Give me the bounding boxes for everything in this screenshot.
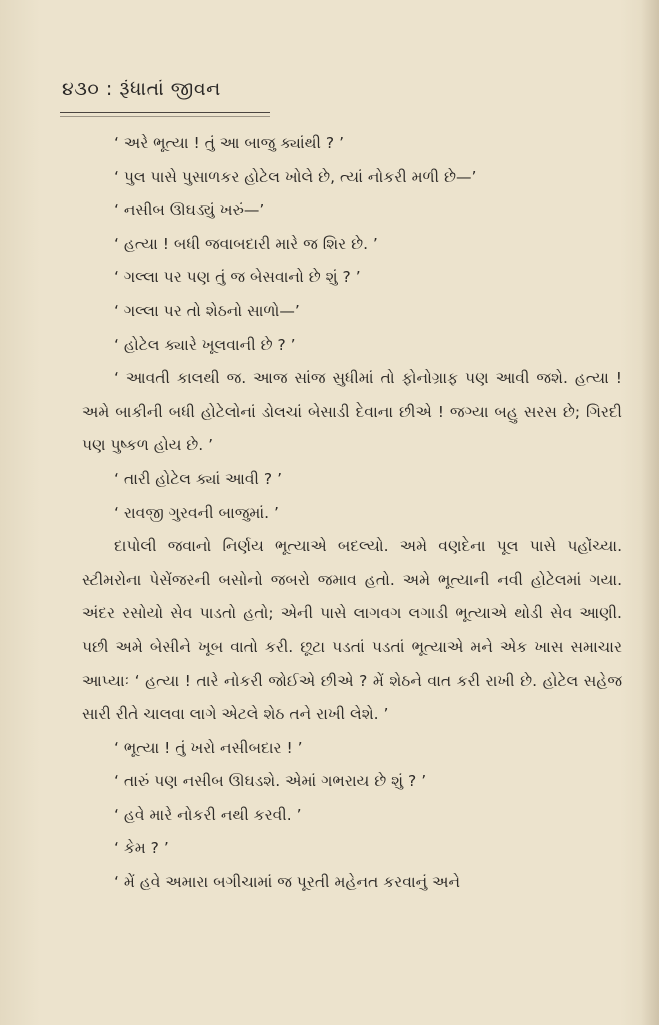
dialog-line: ‘ તારું પણ નસીબ ઊઘડશે. એમાં ગભરાય છે શું ? ’ [114,772,427,791]
dialog-line: ‘ અરે ભૂત્યા ! તું આ બાજુ ક્યાંથી ? ’ [114,134,344,152]
paragraph-1: ‘ આવતી કાલથી જ. આજ સાંજ સુધીમાં તો ફોનોગ્રાફ પણ આવી જશે. હત્યા ! અમે બાકીની બધી હોટેલોનાં ડોલચાં બેસાડી દેવાના છીએ ! જગ્યા બહુ સરસ છે; ગિરદી પણ પુષ્કળ હોય છે. ’ [82,369,622,455]
dialog-line: ‘ હત્યા ! બધી જવાબદારી મારે જ શિર છે. ’ [114,234,378,253]
dialog-line: ‘ હોટેલ ક્યારે ખૂલવાની છે ? ’ [114,335,296,354]
dialog-line: ‘ ગલ્લા પર પણ તું જ બેસવાનો છે શું ? ’ [114,268,361,287]
dialog-line: ‘ ભૂત્યા ! તું ખરો નસીબદાર ! ’ [114,738,303,757]
dialog-line: ‘ તારી હોટેલ ક્યાં આવી ? ’ [114,469,283,488]
page-header: ૪૩૦ : રૂંધાતાં જીવન [62,78,221,100]
header-underline [60,112,270,113]
header-underline-double [60,116,270,117]
dialog-line: ‘ રાવજી ગુરવની બાજુમાં. ’ [114,503,279,522]
dialog-line: ‘ મેં હવે અમારા બગીચામાં જ પૂરતી મહેનત કરવાનું અને [114,873,461,892]
body-text [82,127,622,900]
dialog-line: ‘ હવે મારે નોકરી નથી કરવી. ’ [114,805,302,824]
paragraph-2: દાપોલી જવાનો નિર્ણય ભૂત્યાએ બદલ્યો. અમે વણદેના પૂલ પાસે પહોંચ્યા. સ્ટીમરોના પેસેંજરની બસોનો જબરો જમાવ હતો. અમે ભૂત્યાની નવી હોટેલમાં ગયા. અંદર રસોયો સેવ પાડતો હતો; એની પાસે લાગવગ લગાડી ભૂત્યાએ થોડી સેવ આણી. પછી અમે બેસીને ખૂબ વાતો કરી. છૂટા પડતાં પડતાં ભૂત્યાએ મને એક ખાસ સમાચાર આપ્યાઃ ‘ હત્યા ! તારે નોકરી જોઈએ છીએ ? મેં શેઠને વાત કરી રાખી છે. હોટેલ સહેજ સારી રીતે ચાલવા લાગે એટલે શેઠ તને રાખી લેશે. ’ [82,537,622,724]
dialog-line: ‘ નસીબ ઊઘડ્યું ખરું—’ [114,201,265,220]
page-edge-shadow [641,0,659,1025]
dialog-line: ‘ પુલ પાસે પુસાળકર હોટેલ ખોલે છે, ત્યાં નોકરી મળી છે—’ [114,167,477,186]
dialog-line: ‘ કેમ ? ’ [114,839,169,858]
dialog-line: ‘ ગલ્લા પર તો શેઠનો સાળો—’ [114,301,300,320]
